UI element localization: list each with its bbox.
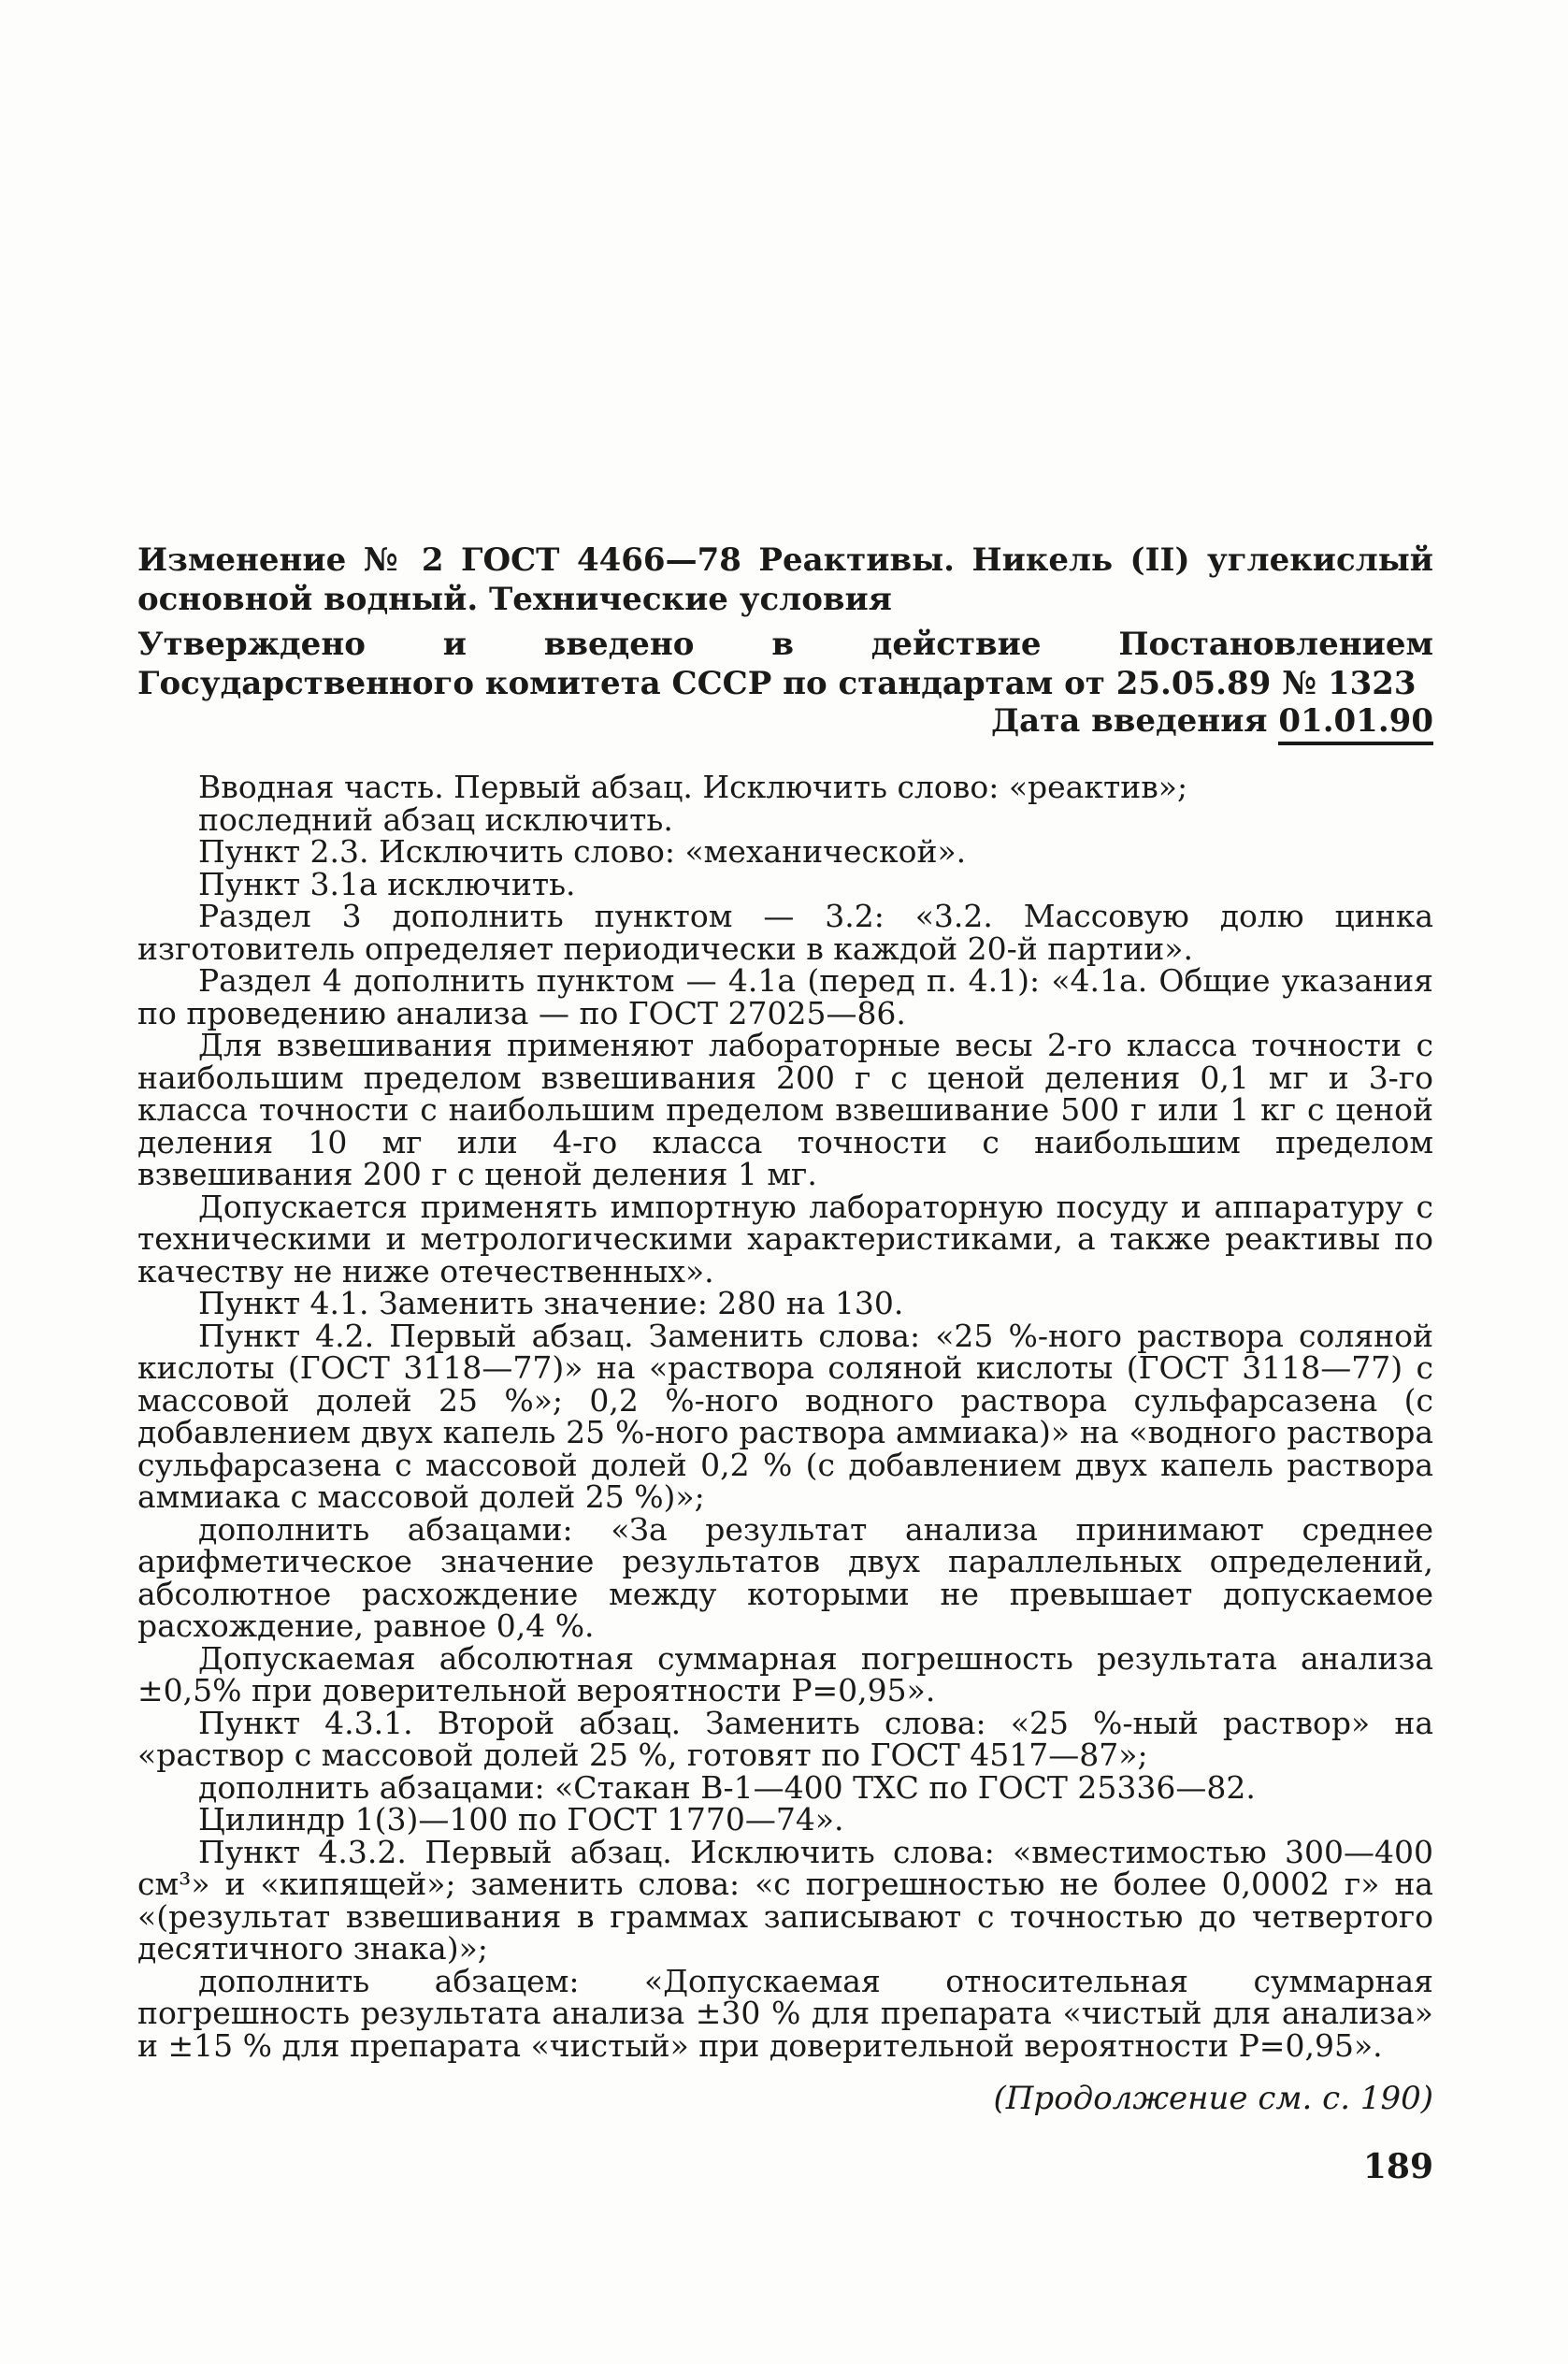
document-title: Изменение № 2 ГОСТ 4466—78 Реактивы. Никель (II) углекислый основной водный. Технические условия [137,541,1433,618]
approval-statement: Утверждено и введено в действие Постановлением Государственного комитета СССР по стандартам от 25.05.89 № 1323 [137,626,1433,702]
paragraph: Допускаемая абсолютная суммарная погрешность результата анализа ±0,5% при доверительной вероятности P=0,95». [137,1639,1433,1708]
paragraph: Вводная часть. Первый абзац. Исключить слово: «реактив»; [198,769,1188,805]
paragraph: Пункт 4.1. Заменить значение: 280 на 130. [198,1285,904,1321]
paragraph: Для взвешивания применяют лабораторные весы 2-го класса точности с наибольшим пределом взвешивания 200 г с ценой деления 0,1 мг и 3-го класса точности с наибольшим пределом взвешивание 500 г или 1 кг с ценой деления 10 мг или 4-го класса точности с наибольшим пределом взвешивания 200 г с ценой деления 1 мг. [137,1027,1433,1192]
paragraph: Пункт 4.3.1. Второй абзац. Заменить слова: «25 %-ный раствор» на «раствор с массовой долей 25 %, готовят по ГОСТ 4517—87»; [137,1704,1433,1773]
effective-date-value: 01.01.90 [1278,702,1433,745]
effective-date-line [991,701,1433,741]
paragraph: дополнить абзацами: «За результат анализа принимают среднее арифметическое значение результатов двух параллельных определений, абсолютное расхождение между которыми не превышает допускаемое расхождение, равное 0,4 %. [137,1510,1433,1644]
paragraph: последний абзац исключить. [198,800,673,838]
paragraph: Раздел 3 дополнить пунктом — 3.2: «3.2. Массовую долю цинка изготовитель определяет периодически в каждой 20-й партии». [137,898,1433,967]
paragraph: Допускается применять импортную лабораторную посуду и аппаратуру с техническими и метрологическими характеристиками, а также реактивы по качеству не ниже отечественных». [137,1188,1433,1290]
effective-date-label: Дата введения [990,702,1279,740]
paragraph: дополнить абзацем: «Допускаемая относительная суммарная погрешность результата анализа ±30 % для препарата «чистый для анализа» и ±15 % для препарата «чистый» при доверительной вероятности P=0,95». [137,1962,1433,2064]
paragraph: Пункт 3.1а исключить. [198,865,576,902]
paragraph: Пункт 2.3. Исключить слово: «механической». [198,833,967,870]
paragraph: дополнить абзацами: «Стакан В-1—400 ТХС по ГОСТ 25336—82. [198,1768,1256,1806]
paragraph: Цилиндр 1(3)—100 по ГОСТ 1770—74». [198,1801,844,1838]
continuation-note: (Продолжение см. с. 190) [993,2080,1433,2117]
paragraph: Раздел 4 дополнить пунктом — 4.1а (перед п. 4.1): «4.1а. Общие указания по проведению анализа — по ГОСТ 27025—86. [137,962,1433,1031]
paragraph: Пункт 4.3.2. Первый абзац. Исключить слова: «вместимостью 300—400 см³» и «кипящей»; заменить слова: «с погрешностью не более 0,0002 г» на «(результат взвешивания в граммах записывают с точностью до четвертого десятичного знака)»; [137,1833,1433,1967]
paragraph: Пункт 4.2. Первый абзац. Заменить слова: «25 %-ного раствора соляной кислоты (ГОСТ 3118—77)» на «раствора соляной кислоты (ГОСТ 3118—77) с массовой долей 25 %»; 0,2 %-ного водного раствора сульфарсазена (с добавлением двух капель 25 %-ного раствора аммиака)» на «водного раствора сульфарсазена с массовой долей 0,2 % (с добавлением двух капель раствора аммиака с массовой долей 25 %)»; [137,1317,1433,1515]
page-number: 189 [1362,2147,1433,2186]
amendment-body [137,771,1433,2062]
